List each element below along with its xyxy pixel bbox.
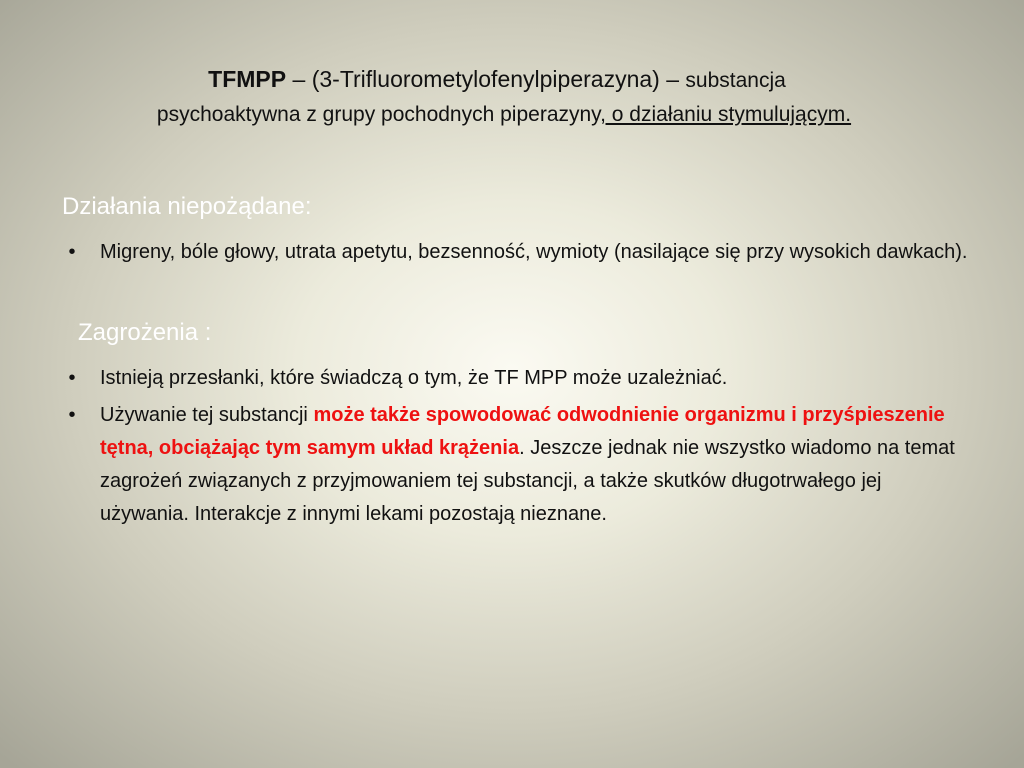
list-item bbox=[62, 362, 972, 395]
section-heading-risks: Zagrożenia : bbox=[78, 319, 212, 346]
title-line-2 bbox=[0, 98, 1024, 132]
title-dash: – bbox=[286, 66, 312, 92]
highlighted-warning-text: może także spowodować odwodnienie organizmu i przyśpieszenie tętna, obciążając tym samym układ krążenia bbox=[100, 404, 945, 459]
title-fullname: (3-Trifluorometylofenylpiperazyna) bbox=[311, 66, 660, 92]
title-word: substancja bbox=[685, 69, 786, 92]
list-item-text-after: . Jeszcze jednak nie wszystko wiadomo na temat zagrożeń związanych z przyjmowaniem tej substancji, a także skutków długotrwałego jej używania. Interakcje z innymi lekami pozostają nieznane. bbox=[100, 437, 955, 525]
list-item-text bbox=[100, 404, 955, 525]
bullet-icon: • bbox=[68, 404, 76, 426]
title-abbreviation: TFMPP bbox=[208, 66, 287, 92]
risks-list bbox=[62, 362, 972, 535]
bullet-icon: • bbox=[68, 241, 76, 263]
list-item-text: Istnieją przesłanki, które świadczą o tym, że TF MPP może uzależniać. bbox=[100, 367, 728, 389]
list-item bbox=[62, 399, 972, 531]
bullet-icon: • bbox=[68, 367, 76, 389]
list-item-text-before: Używanie tej substancji bbox=[100, 404, 314, 426]
title-description-underlined: , o działaniu stymulującym. bbox=[600, 103, 852, 126]
title-description: psychoaktywna z grupy pochodnych piperazyny bbox=[156, 103, 601, 126]
slide-title bbox=[0, 62, 1024, 132]
list-item-text: Migreny, bóle głowy, utrata apetytu, bezsenność, wymioty (nasilające się przy wysokich dawkach). bbox=[100, 241, 968, 263]
side-effects-list bbox=[62, 236, 972, 273]
title-line-1 bbox=[0, 62, 1024, 98]
section-heading-side-effects: Działania niepożądane: bbox=[62, 193, 312, 220]
list-item bbox=[62, 236, 972, 269]
title-dash: – bbox=[659, 66, 686, 92]
